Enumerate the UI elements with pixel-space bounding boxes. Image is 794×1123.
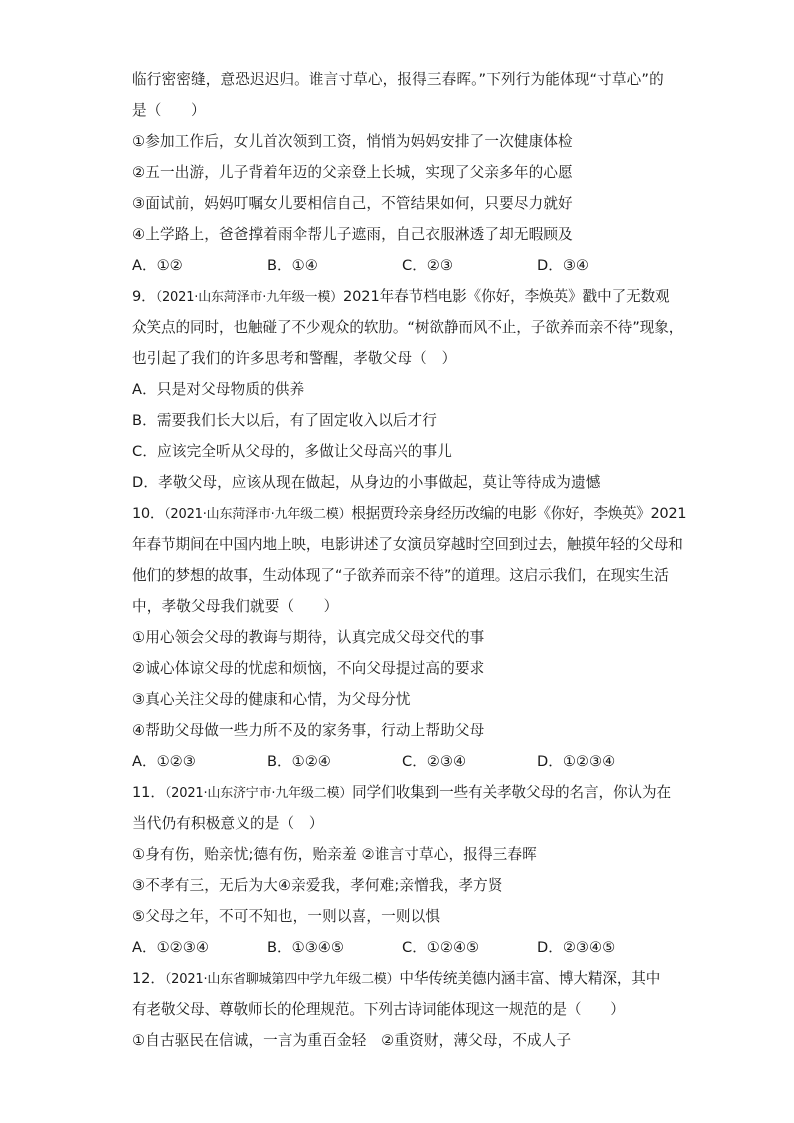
q10-stem-line-2: 年春节期间在中国内地上映，电影讲述了女演员穿越时空回到过去，触摸年轻的父母和 [132,536,683,553]
q10-stem-line-4: 中，孝敬父母我们就要（ ） [132,598,339,615]
q11-option-c: C．①②④⑤ [402,939,480,956]
q10-stem-text: 根据贾玲亲身经历改编的电影《你好，李焕英》2021 [351,505,687,522]
q11-stem-text: 同学们收集到一些有关孝敬父母的名言，你认为在 [352,784,671,801]
q12-statement-1: ①自古驱民在信诚，一言为重百金轻 ②重资财，薄父母，不成人子 [132,1032,572,1049]
q9-option-c: C．应该完全听从父母的，多做让父母高兴的事儿 [132,443,452,460]
q11-option-a: A．①②③④ [132,939,209,956]
question-content [132,64,687,1056]
q8-option-a: A．①② [132,257,183,274]
q10-statement-3: ③真心关注父母的健康和心情，为父母分忧 [132,691,411,708]
q8-options [132,250,672,281]
q12-source: （2021·山东省聊城第四中学九年级二模） [164,972,400,987]
q9-option-a: A．只是对父母物质的供养 [132,381,305,398]
q12-stem-line-2: 有老敬父母、尊敬师长的伦理规范。下列古诗词能体现这一规范的是（ ） [132,1001,625,1018]
q10-options [132,746,672,777]
q10-option-d: D．①②③④ [537,753,616,770]
q11-option-b: B．①③④⑤ [267,939,344,956]
q11-option-d: D．②③④⑤ [537,939,616,956]
q8-option-c: C．②③ [402,257,453,274]
q10-option-b: B．①②④ [267,753,331,770]
q10-option-c: C．②③④ [402,753,467,770]
q10-source: （2021·山东菏泽市·九年级二模） [164,507,352,522]
q10-statement-2: ②诚心体谅父母的忧虑和烦恼，不向父母提过高的要求 [132,660,485,677]
q11-statement-3: ⑤父母之年，不可不知也，一则以喜，一则以惧 [132,908,441,925]
q11-statement-1: ①身有伤，贻亲忧;德有伤，贻亲羞 ②谁言寸草心，报得三春晖 [132,846,537,863]
q9-number: 9． [132,288,156,305]
q9-stem-text: 2021年春节档电影《你好，李焕英》戳中了无数观 [342,288,670,305]
q9-option-d: D．孝敬父母，应该从现在做起，从身边的小事做起，莫让等待成为遗憾 [132,474,601,491]
q11-source: （2021·山东济宁市·九年级二模） [164,786,353,801]
q9-source: （2021·山东菏泽市·九年级一模） [155,290,343,305]
q8-option-d: D．③④ [537,257,589,274]
q10-option-a: A．①②③ [132,753,196,770]
q10-number: 10． [132,505,165,522]
q10-stem-line-3: 他们的梦想的故事，生动体现了“子欲养而亲不待”的道理。这启示我们，在现实生活 [132,567,669,584]
q8-option-b: B．①④ [267,257,318,274]
q11-options [132,932,672,963]
q8-statement-1: ①参加工作后，女儿首次领到工资，悄悄为妈妈安排了一次健康体检 [132,133,573,150]
q8-statement-3: ③面试前，妈妈叮嘱女儿要相信自己，不管结果如何，只要尽力就好 [132,195,573,212]
q11-number: 11． [132,784,165,801]
q10-statement-4: ④帮助父母做一些力所不及的家务事，行动上帮助父母 [132,722,485,739]
q12-stem-text: 中华传统美德内涵丰富、博大精深，其中 [399,970,661,987]
q8-stem-line-1: 临行密密缝，意恐迟迟归。谁言寸草心，报得三春晖。”下列行为能体现“寸草心”的 [132,71,664,88]
q8-statement-2: ②五一出游，儿子背着年迈的父亲登上长城，实现了父亲多年的心愿 [132,164,573,181]
q9-stem-line-3: 也引起了我们的许多思考和警醒，孝敬父母（ ） [132,350,457,367]
q12-number: 12． [132,970,165,987]
q12-stem-line-1 [132,963,672,994]
q9-stem-line-2: 众笑点的同时，也触碰了不少观众的软肋。“树欲静而风不止，子欲养而亲不待”现象， [132,319,684,336]
q8-stem-line-2: 是（ ） [132,102,206,119]
q8-statement-4: ④上学路上，爸爸撑着雨伞帮儿子遮雨，自己衣服淋透了却无暇顾及 [132,226,573,243]
q11-stem-line-1 [132,777,672,808]
q11-stem-line-2: 当代仍有积极意义的是（ ） [132,815,324,832]
q9-option-b: B．需要我们长大以后，有了固定收入以后才行 [132,412,438,429]
q10-stem-line-1 [132,498,687,529]
q9-stem-line-1 [132,281,672,312]
q10-statement-1: ①用心领会父母的教诲与期待，认真完成父母交代的事 [132,629,485,646]
q11-statement-2: ③不孝有三，无后为大④亲爱我，孝何难;亲憎我，孝方贤 [132,877,503,894]
